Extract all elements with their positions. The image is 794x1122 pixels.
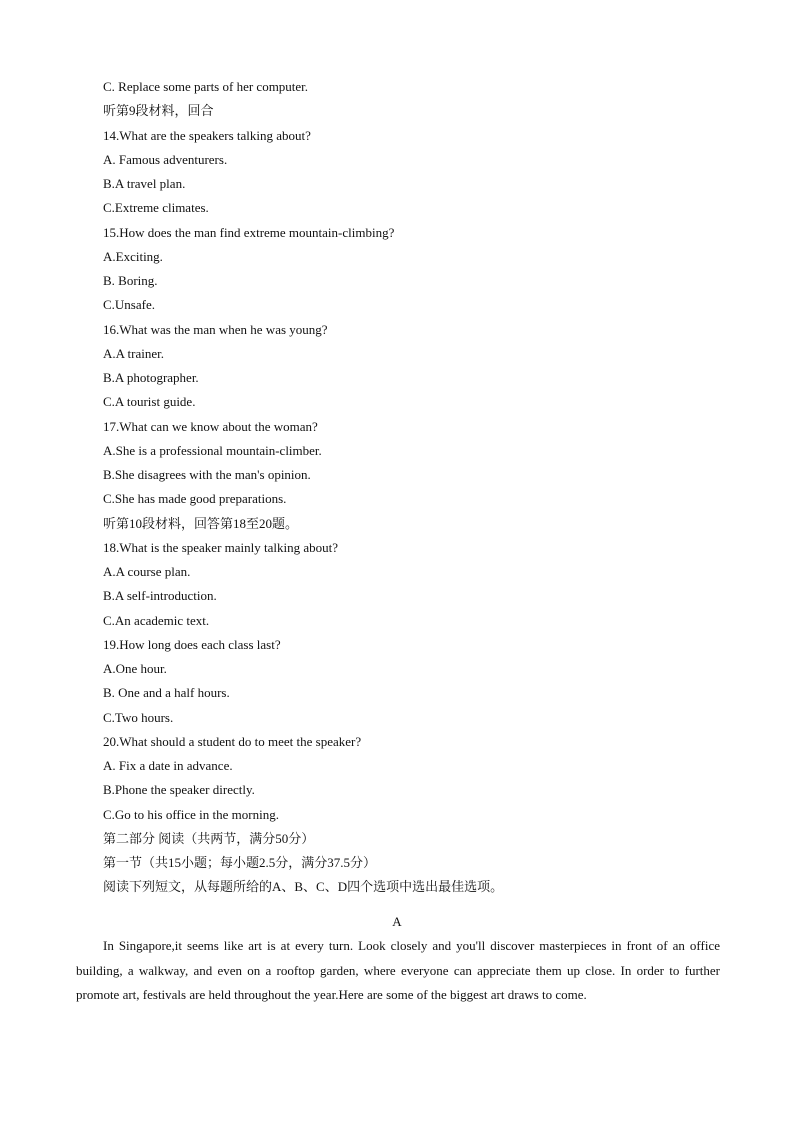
answer-option: C.An academic text.	[103, 612, 210, 628]
question-list	[103, 75, 743, 900]
answer-option: A. Famous adventurers.	[103, 151, 228, 167]
answer-option: C.Two hours.	[103, 709, 174, 725]
answer-option: C.Extreme climates.	[103, 200, 209, 216]
question-19: 19.How long does each class last?	[103, 636, 281, 652]
question-16: 16.What was the man when he was young?	[103, 321, 328, 337]
answer-option: B.A self-introduction.	[103, 588, 217, 604]
answer-option: B.She disagrees with the man's opinion.	[103, 467, 311, 482]
passage-title: A	[392, 914, 402, 929]
answer-option: B.Phone the speaker directly.	[103, 782, 255, 798]
answer-option: C.A tourist guide.	[103, 394, 196, 410]
question-17: 17.What can we know about the woman?	[103, 418, 318, 434]
question-20: 20.What should a student do to meet the speaker?	[103, 733, 362, 749]
answer-option: B. One and a half hours.	[103, 685, 230, 701]
answer-option: B. Boring.	[103, 273, 158, 288]
passage-paragraph: In Singapore,it seems like art is at every turn. Look closely and you'll discover masterpieces in front of an office building, a walkway, and even on a rooftop garden, where everyone can appreciate them up close. In order to further promote art, festivals are held throughout the year.Here are some of the biggest art draws to come.	[76, 938, 720, 1002]
answer-option: A.She is a professional mountain-climber.	[103, 442, 322, 458]
answer-option: B.A photographer.	[103, 370, 199, 385]
answer-option: C.Go to his office in the morning.	[103, 806, 279, 822]
reading-instruction: 阅读下列短文，从每题所给的A、B、C、D四个选项中选出最佳选项。	[103, 879, 504, 895]
answer-option: A.Exciting.	[103, 248, 163, 264]
answer-option: A. Fix a date in advance.	[103, 758, 233, 773]
answer-option: A.One hour.	[103, 661, 167, 676]
section-heading: 第一节（共15小题；每小题2.5分，满分37.5分）	[103, 855, 377, 870]
part-heading: 第二部分 阅读（共两节，满分50分）	[103, 830, 315, 846]
listening-instruction: 听第10段材料，回答第18至20题。	[103, 515, 299, 531]
answer-option: C.Unsafe.	[103, 297, 155, 313]
listening-instruction: 听第9段材料，回合	[103, 103, 214, 119]
answer-option: A.A trainer.	[103, 345, 165, 361]
question-15: 15.How does the man find extreme mountain-climbing?	[103, 224, 395, 240]
question-14: 14.What are the speakers talking about?	[103, 127, 311, 143]
answer-option: C.She has made good preparations.	[103, 491, 287, 507]
answer-option: A.A course plan.	[103, 564, 191, 579]
answer-option: B.A travel plan.	[103, 176, 186, 191]
answer-option: C. Replace some parts of her computer.	[103, 79, 309, 94]
question-18: 18.What is the speaker mainly talking about?	[103, 539, 339, 555]
